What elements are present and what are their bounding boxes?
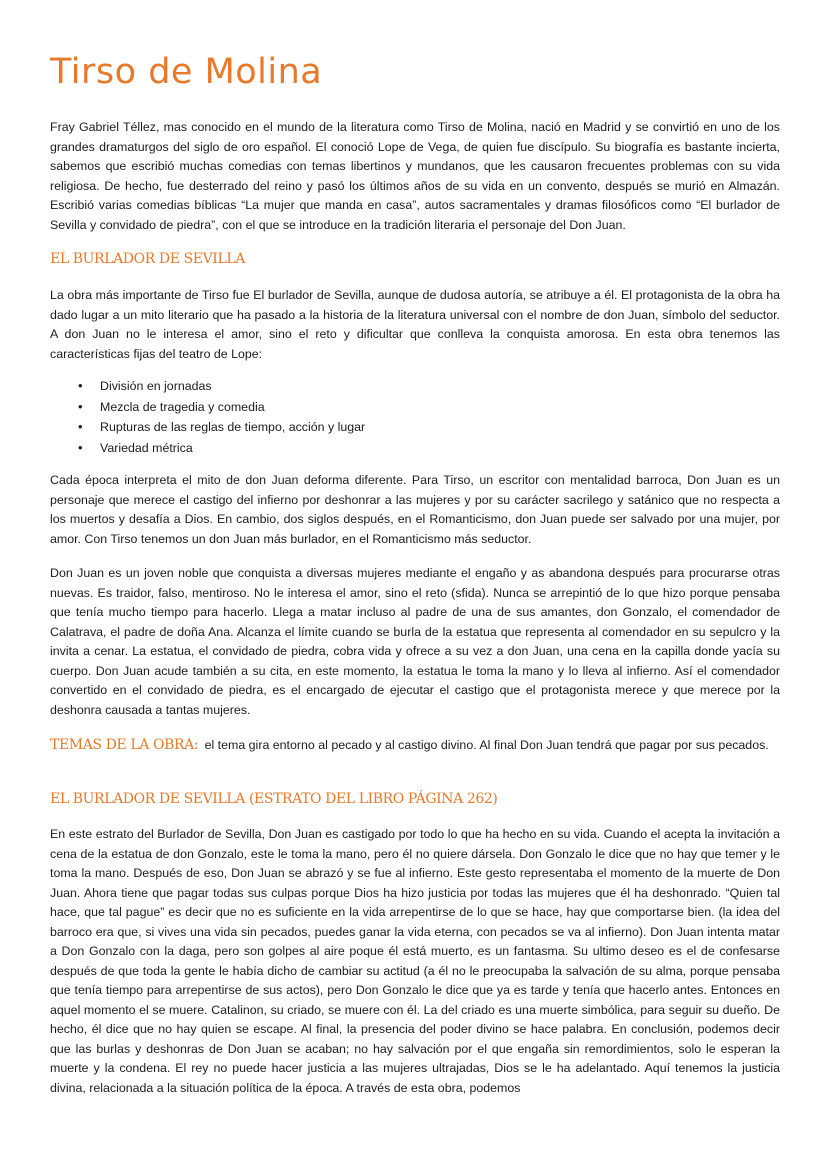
list-item — [78, 376, 365, 397]
intro-paragraph: Fray Gabriel Téllez, mas conocido en el mundo de la literatura como Tirso de Molina, nació en Madrid y se convirtió en uno de los grandes dramaturgos del siglo de oro español. El conoció Lope de Vega, de quien fue discípulo. Su biografía es bastante incierta, sabemos que escribió muchas comedias con temas libertinos y mundanos, que les causaron frecuentes problemas con su vida religiosa. De hecho, fue desterrado del reino y pasó los últimos años de su vida en un convento, después se murió en Almazán. Escribió varias comedias bíblicas “La mujer que manda en casa”, autos sacramentales y dramas filosóficos como “El burlador de Sevilla y convidado de piedra”, con el que se introduce en la tradición literaria el personaje del Don Juan. — [50, 120, 780, 232]
estrato-paragraph: En este estrato del Burlador de Sevilla, Don Juan es castigado por todo lo que ha hecho en su vida. Cuando el acepta la invitación a cena de la estatua de don Gonzalo, este le toma la mano, pero él no quiere dársela. Don Gonzalo le dice que no hay que temer y le toma la mano. Después de eso, Don Juan se abrazó y se fue al infierno. Este gesto representaba el momento de la muerte de Don Juan. Ahora tiene que pagar todas sus culpas porque Dios ha hizo justicia por todas las mujeres que él ha deshonrado. “Quien tal hace, que tal pague” es decir que no es suficiente en la vida arrepentirse de lo que se hace, hay que comportarse bien. (la idea del barroco era que, si vives una vida sin pecados, puedes ganar la vida eterna, con pecados se va al infierno). Don Juan intenta matar a Don Gonzalo con la daga, pero son golpes al aire poque él está muerto, es un fantasma. Su ultimo deseo es el de confesarse después de que toda la gente le había dicho de cambiar su actitud (a él no le preocupaba la salvación de su alma, porque pensaba que tenía tiempo para arrepentirse de sus actos), pero Don Gonzalo le dice que ya es tarde y tenía que hacerlo antes. Entonces en aquel momento el se muere. Catalinon, su criado, se muere con él. La del criado es una muerte simbólica, para seguir su dueño. De hecho, él dice que no hay quien se escape. Al final, la presencia del poder divino se hace palabra. En conclusión, podemos decir que las burlas y deshonras de Don Juan se acaban; no hay salvación por el que engaña sin remordimientos, solo le esperan la muerte y la condena. El rey no puede hacer justicia a las mujeres ultrajadas, Dios se le ha adelantado. Aquí tenemos la justicia divina, relacionada a la situación política de la época. A través de esta obra, podemos — [50, 827, 780, 1095]
temas-paragraph — [50, 736, 780, 756]
list-item — [78, 417, 365, 438]
list-item-text: Mezcla de tragedia y comedia — [100, 399, 265, 414]
list-item-text: Rupturas de las reglas de tiempo, acción y lugar — [100, 420, 366, 434]
section-heading-estrato: EL BURLADOR DE SEVILLA (ESTRATO DEL LIBRO PÁGINA 262) — [50, 791, 498, 807]
features-list — [78, 376, 365, 458]
bullet-icon: • — [78, 398, 83, 414]
list-item-text: Variedad métrica — [100, 440, 193, 455]
burlador-paragraph-3: Don Juan es un joven noble que conquista a diversas mujeres mediante el engaño y as abandona después para procurarse otras nuevas. Es traidor, falso, mentiroso. No le interesa el amor, sino el reto (sfida). Nunca se arrepintió de lo que hizo porque pensaba que tenía mucho tiempo para hacerlo. Llega a matar incluso al padre de una de sus amantes, don Gonzalo, el comendador de Calatrava, el padre de doña Ana. Alcanza el límite cuando se burla de la estatua que representa al comendador en su sepulcro y la invita a cenar. La estatua, el convidado de piedra, cobra vida y ofrece a su vez a don Juan, una cena en la capilla donde yacía su cuerpo. Don Juan acude también a su cita, en este momento, la estatua le toma la mano y lo lleva al infierno. Así el comendador convertido en el convidado de piedra, es el encargado de ejecutar el castigo que el protagonista merece y que merece por la deshonra causada a tantas mujeres. — [50, 566, 780, 717]
bullet-icon: • — [78, 378, 83, 393]
bullet-icon: • — [78, 439, 83, 455]
list-item — [78, 397, 365, 418]
section-heading-burlador: EL BURLADOR DE SEVILLA — [50, 251, 245, 267]
list-item-text: División en jornadas — [100, 379, 212, 393]
burlador-paragraph-2: Cada época interpreta el mito de don Juan deforma diferente. Para Tirso, un escritor con mentalidad barroca, Don Juan es un personaje que merece el castigo del infierno por deshonrar a las mujeres y por su carácter sacrilego y satánico que no respecta a los muertos y desafía a Dios. En cambio, dos siglos después, en el Romanticismo, don Juan puede ser salvado por una mujer, por amor. Con Tirso tenemos un don Juan más burlador, en el Romanticismo más seductor. — [50, 473, 780, 546]
bullet-icon: • — [78, 419, 83, 434]
page-title: Tirso de Molina — [50, 52, 323, 92]
temas-heading: TEMAS DE LA OBRA: — [50, 737, 199, 753]
temas-text: el tema gira entorno al pecado y al castigo divino. Al final Don Juan tendrá que pagar por sus pecados. — [204, 738, 769, 752]
burlador-paragraph-1: La obra más importante de Tirso fue El burlador de Sevilla, aunque de dudosa autoría, se atribuye a él. El protagonista de la obra ha dado lugar a un mito literario que ha pasado a la historia de la literatura universal con el nombre de don Juan, símbolo del seductor. A don Juan no le interesa el amor, sino el reto y dificultar que conlleva la conquista amorosa. En esta obra tenemos las características fijas del teatro de Lope: — [50, 288, 780, 361]
list-item — [78, 438, 365, 459]
